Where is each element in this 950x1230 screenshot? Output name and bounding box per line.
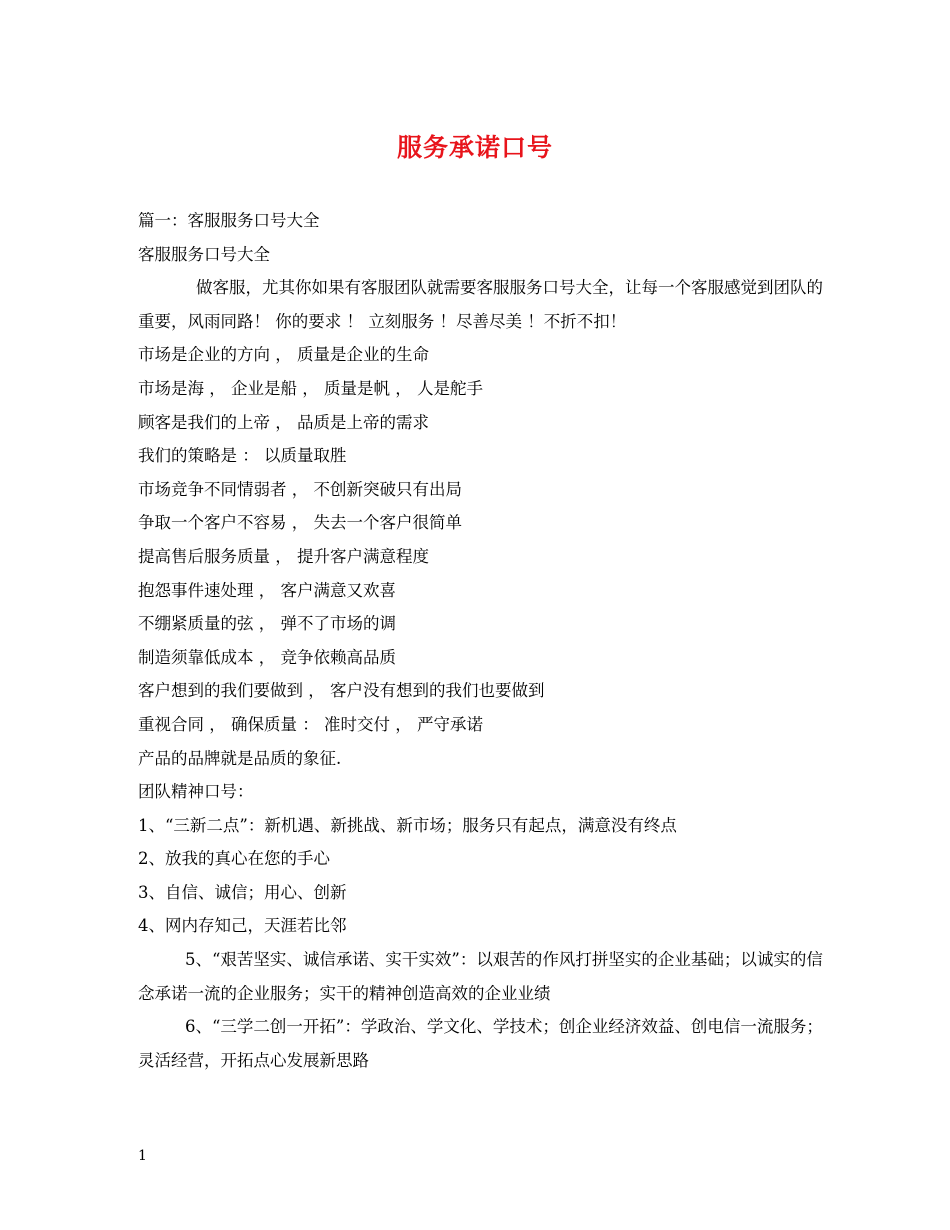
section-heading: 篇一：客服服务口号大全 [138,211,320,230]
page-number: 1 [138,1148,147,1164]
slogan-line: 争取一个客户不容易 ， 失去一个客户很简单 [138,513,462,533]
slogan-line: 提高售后服务质量 ， 提升客户满意程度 [138,546,429,566]
team-spirit-heading: 团队精神口号： [138,782,254,802]
slogan-line: 产品的品牌就是品质的象征. [138,748,342,768]
slogan-line: 市场是海 ， 企业是船 ， 质量是帆 ， 人是舵手 [138,378,483,398]
page-title: 服务承诺口号 [396,133,553,162]
numbered-item: 1、“三新二点”：新机遇、新挑战、新市场；服务只有起点，满意没有终点 [138,815,677,835]
document-body [138,204,828,1077]
slogan-line: 我们的策略是 ： 以质量取胜 [138,446,347,466]
numbered-item: 6、“三学二创一开拓”：学政治、学文化、学技术；创企业经济效益、创电信一流服务；灵活经营，开拓点心发展新思路 [138,1017,823,1070]
numbered-item: 5、“艰苦坚实、诚信承诺、实干实效”：以艰苦的作风打拼坚实的企业基础；以诚实的信念承诺一流的企业服务；实干的精神创造高效的企业业绩 [138,950,823,1003]
slogan-line: 客户想到的我们要做到 ， 客户没有想到的我们也要做到 [138,681,545,701]
slogan-line: 制造须靠低成本 ， 竞争依赖高品质 [138,647,396,667]
numbered-item: 3、自信、诚信；用心、创新 [138,882,347,902]
slogan-line: 市场竞争不同情弱者 ， 不创新突破只有出局 [138,479,462,499]
slogan-line: 重视合同 ， 确保质量 ： 准时交付 ， 严守承诺 [138,714,483,734]
slogan-line: 不绷紧质量的弦 ， 弹不了市场的调 [138,614,396,634]
subheading: 客服服务口号大全 [138,244,270,264]
numbered-item: 4、网内存知己，天涯若比邻 [138,916,347,936]
slogan-line: 抱怨事件速处理 ， 客户满意又欢喜 [138,580,396,600]
intro-paragraph: 做客服，尤其你如果有客服团队就需要客服服务口号大全，让每一个客服感觉到团队的重要，风雨同路！ 你的要求 ！ 立刻服务 ！尽善尽美 ！不折不扣！ [138,278,823,331]
slogan-line: 顾客是我们的上帝 ， 品质是上帝的需求 [138,412,429,432]
numbered-item: 2、放我的真心在您的手心 [138,849,330,869]
slogan-line: 市场是企业的方向 ， 质量是企业的生命 [138,345,429,365]
